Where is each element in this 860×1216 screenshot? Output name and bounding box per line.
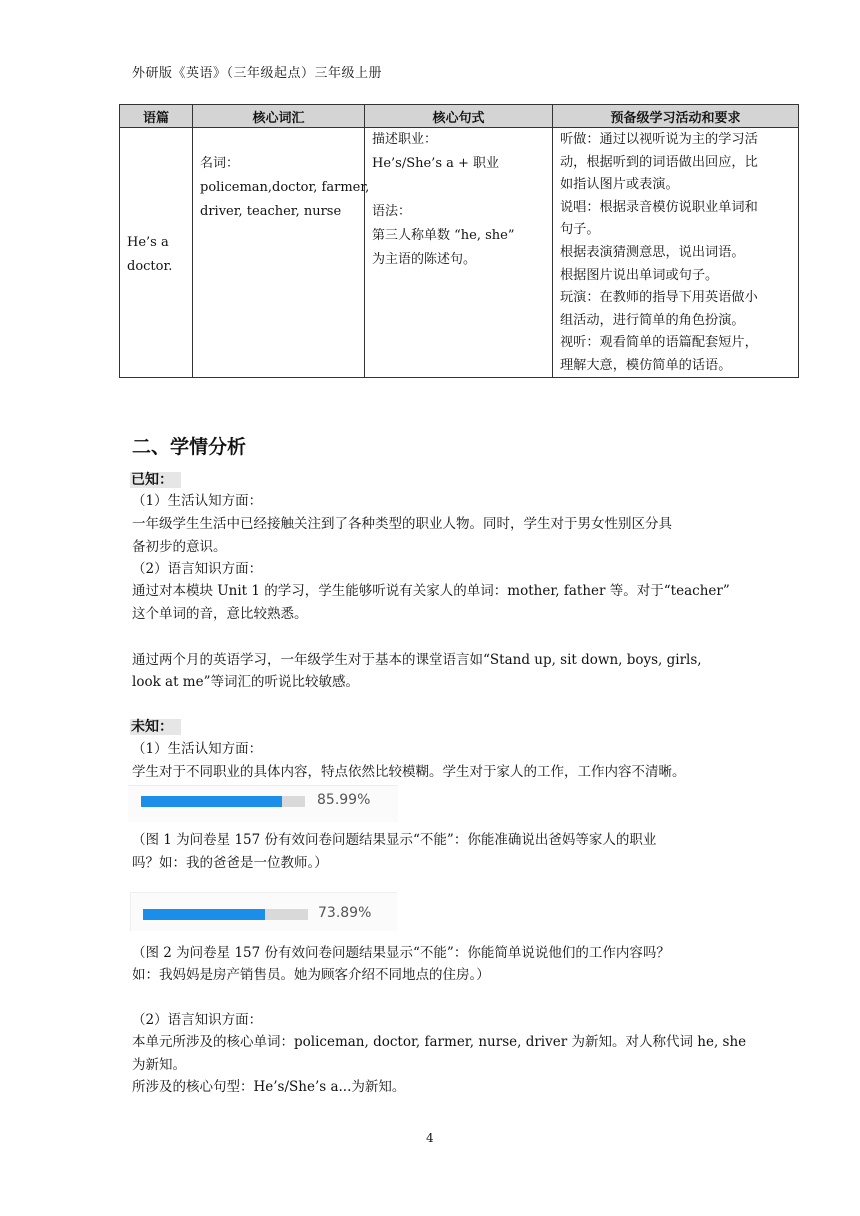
unknown-tag-label: 未知： <box>130 719 181 735</box>
activity-line: 组活动，进行简单的角色扮演。 <box>560 312 745 328</box>
known-extra-line: 通过两个月的英语学习，一年级学生对于基本的课堂语言如“Stand up, sit down, boys, girls, <box>132 652 702 668</box>
known-lang-line: 通过对本模块 Unit 1 的学习，学生能够听说有关家人的单词：mother, father 等。对于“teacher” <box>132 583 730 599</box>
cell-pattern <box>365 128 553 378</box>
activity-line: 根据表演猜测意思，说出词语。 <box>560 245 745 260</box>
page-number: 4 <box>426 1131 434 1145</box>
activity-line: 玩演：在教师的指导下用英语做小 <box>560 290 758 306</box>
activity-line: 听做：通过以视听说为主的学习活 <box>560 132 758 147</box>
progress-track <box>141 796 305 807</box>
figure-caption-1: （图 1 为问卷星 157 份有效问卷问题结果显示“不能”：你能准确说出爸妈等家人的职业 <box>132 832 657 848</box>
progress-fill <box>143 909 265 920</box>
known-lang-line: 这个单词的音，意比较熟悉。 <box>132 606 308 622</box>
col-header-text: 语篇 <box>120 105 193 128</box>
col-header-pattern: 核心句式 <box>365 105 553 128</box>
cell-text-title <box>120 128 193 378</box>
known-tag <box>130 469 181 489</box>
cell-vocab <box>193 128 370 378</box>
pattern-line: 为主语的陈述句。 <box>372 252 477 267</box>
figure-caption-2: 如：我妈妈是房产销售员。她为顾客介绍不同地点的住房。） <box>132 967 490 983</box>
pattern-line: 第三人称单数 “he, she” <box>372 228 515 243</box>
unknown-lang-line: 本单元所涉及的核心单词：policeman, doctor, farmer, nurse, driver 为新知。对人称代词 he, she <box>132 1034 747 1050</box>
activity-line: 动，根据听到的词语做出回应，比 <box>560 154 758 170</box>
unknown-lang-line: 所涉及的核心句型：He’s/She’s a...为新知。 <box>132 1079 406 1095</box>
activity-line: 根据图片说出单词或句子。 <box>560 267 719 283</box>
unknown-lang-heading: （2）语言知识方面： <box>132 1012 263 1028</box>
unknown-life-line: 学生对于不同职业的具体内容，特点依然比较模糊。学生对于家人的工作，工作内容不清晰。 <box>132 764 686 780</box>
survey-bar-figure-1 <box>128 785 398 822</box>
col-header-activities: 预备级学习活动和要求 <box>553 105 799 128</box>
figure-caption-2: （图 2 为问卷星 157 份有效问卷问题结果显示“不能”：你能简单说说他们的工作内容吗？ <box>132 945 670 961</box>
activity-line: 句子。 <box>560 222 600 238</box>
figure-caption-1: 吗？如：我的爸爸是一位教师。） <box>132 855 328 871</box>
section-title: 二、学情分析 <box>132 436 247 458</box>
activity-line: 如指认图片或表演。 <box>560 177 679 193</box>
table-header-row <box>120 105 799 128</box>
activity-line: 理解大意，模仿简单的话语。 <box>560 358 732 373</box>
progress-fill <box>141 796 282 807</box>
known-lang-heading: （2）语言知识方面： <box>132 561 263 577</box>
vocab-line: 名词： <box>200 156 240 171</box>
vocab-line: driver, teacher, nurse <box>200 204 342 219</box>
table-row <box>120 128 799 378</box>
vocab-line: policeman,doctor, farmer, <box>200 180 370 195</box>
unknown-life-heading: （1）生活认知方面： <box>132 741 263 757</box>
text-title-line: He’s a <box>127 235 169 250</box>
progress-track <box>143 909 308 920</box>
known-life-line: 一年级学生生活中已经接触关注到了各种类型的职业人物。同时，学生对于男女性别区分具 <box>132 516 672 532</box>
known-tag-label: 已知： <box>130 472 181 488</box>
pattern-line: 描述职业： <box>372 132 438 147</box>
percentage-label: 73.89% <box>318 905 372 921</box>
pattern-line: 语法： <box>372 204 412 219</box>
text-title-line: doctor. <box>127 259 173 274</box>
curriculum-table <box>119 104 799 378</box>
percentage-label: 85.99% <box>317 792 371 808</box>
survey-bar-figure-2 <box>130 892 397 931</box>
known-life-line: 备初步的意识。 <box>132 539 227 555</box>
known-extra-line: look at me”等词汇的听说比较敏感。 <box>132 674 360 690</box>
pattern-line: He’s/She’s a + 职业 <box>372 156 500 171</box>
page-header: 外研版《英语》（三年级起点）三年级上册 <box>132 66 383 81</box>
known-life-heading: （1）生活认知方面： <box>132 493 263 509</box>
cell-activities <box>553 128 799 378</box>
activity-line: 说唱：根据录音模仿说职业单词和 <box>560 199 758 215</box>
unknown-tag <box>130 716 181 736</box>
col-header-vocab: 核心词汇 <box>193 105 365 128</box>
activity-line: 视听：观看简单的语篇配套短片， <box>560 335 758 351</box>
unknown-lang-line: 为新知。 <box>132 1057 186 1073</box>
